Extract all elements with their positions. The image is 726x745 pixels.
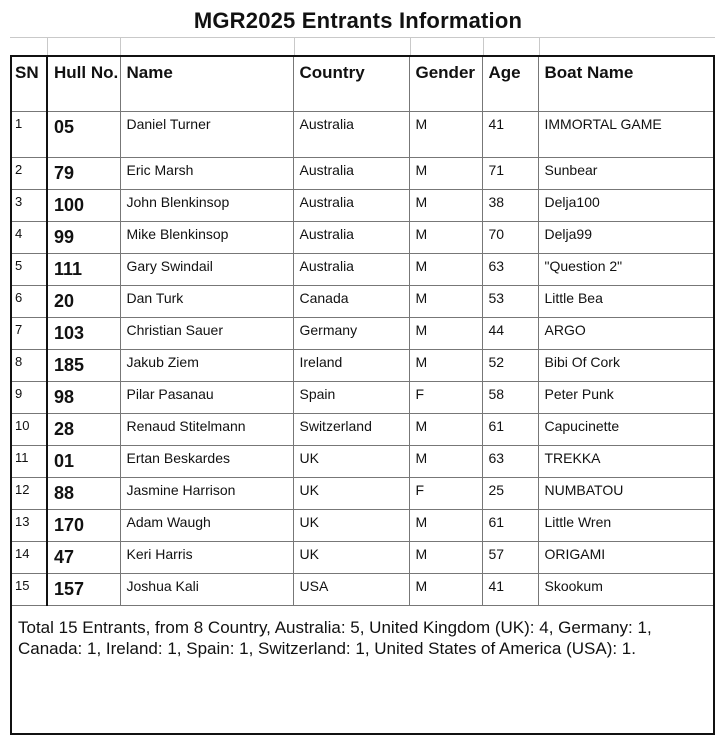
cell-sn: 4 bbox=[12, 222, 47, 254]
cell-name: Dan Turk bbox=[120, 286, 293, 318]
cell-boat-name: Skookum bbox=[538, 574, 713, 606]
cell-name: Ertan Beskardes bbox=[120, 446, 293, 478]
cell-hull-no: 100 bbox=[47, 190, 120, 222]
cell-gender: M bbox=[409, 222, 482, 254]
table-row bbox=[12, 158, 713, 190]
cell-boat-name: TREKKA bbox=[538, 446, 713, 478]
cell-age: 25 bbox=[482, 478, 538, 510]
cell-age: 63 bbox=[482, 254, 538, 286]
cell-gender: M bbox=[409, 510, 482, 542]
cell-gender: M bbox=[409, 542, 482, 574]
table-row bbox=[12, 510, 713, 542]
cell-sn: 6 bbox=[12, 286, 47, 318]
cell-sn: 11 bbox=[12, 446, 47, 478]
entrants-table bbox=[12, 57, 713, 606]
cell-boat-name: NUMBATOU bbox=[538, 478, 713, 510]
cell-sn: 14 bbox=[12, 542, 47, 574]
cell-name: Gary Swindail bbox=[120, 254, 293, 286]
table-row bbox=[12, 446, 713, 478]
cell-age: 41 bbox=[482, 112, 538, 158]
cell-gender: M bbox=[409, 446, 482, 478]
cell-gender: M bbox=[409, 286, 482, 318]
cell-name: Mike Blenkinsop bbox=[120, 222, 293, 254]
cell-sn: 10 bbox=[12, 414, 47, 446]
cell-country: Spain bbox=[293, 382, 409, 414]
cell-age: 53 bbox=[482, 286, 538, 318]
cell-hull-no: 01 bbox=[47, 446, 120, 478]
cell-name: Pilar Pasanau bbox=[120, 382, 293, 414]
cell-country: USA bbox=[293, 574, 409, 606]
cell-name: Joshua Kali bbox=[120, 574, 293, 606]
cell-sn: 1 bbox=[12, 112, 47, 158]
table-row bbox=[12, 478, 713, 510]
cell-hull-no: 111 bbox=[47, 254, 120, 286]
cell-country: UK bbox=[293, 542, 409, 574]
table-row bbox=[12, 112, 713, 158]
cell-country: Switzerland bbox=[293, 414, 409, 446]
cell-sn: 9 bbox=[12, 382, 47, 414]
cell-gender: M bbox=[409, 254, 482, 286]
cell-hull-no: 79 bbox=[47, 158, 120, 190]
cell-country: Canada bbox=[293, 286, 409, 318]
header-name: Name bbox=[120, 57, 293, 112]
cell-gender: M bbox=[409, 158, 482, 190]
cell-boat-name: "Question 2" bbox=[538, 254, 713, 286]
table-row bbox=[12, 222, 713, 254]
cell-name: Renaud Stitelmann bbox=[120, 414, 293, 446]
header-hull-no: Hull No. bbox=[47, 57, 120, 112]
cell-name: Christian Sauer bbox=[120, 318, 293, 350]
header-sn: SN bbox=[12, 57, 47, 112]
cell-boat-name: Delja100 bbox=[538, 190, 713, 222]
cell-boat-name: Delja99 bbox=[538, 222, 713, 254]
cell-boat-name: Little Bea bbox=[538, 286, 713, 318]
cell-boat-name: IMMORTAL GAME bbox=[538, 112, 713, 158]
cell-gender: M bbox=[409, 190, 482, 222]
cell-gender: M bbox=[409, 318, 482, 350]
cell-country: Germany bbox=[293, 318, 409, 350]
cell-age: 38 bbox=[482, 190, 538, 222]
cell-name: Keri Harris bbox=[120, 542, 293, 574]
cell-boat-name: ORIGAMI bbox=[538, 542, 713, 574]
cell-name: John Blenkinsop bbox=[120, 190, 293, 222]
table-row bbox=[12, 382, 713, 414]
cell-boat-name: ARGO bbox=[538, 318, 713, 350]
header-boat-name: Boat Name bbox=[538, 57, 713, 112]
cell-age: 71 bbox=[482, 158, 538, 190]
cell-country: Australia bbox=[293, 158, 409, 190]
cell-country: Australia bbox=[293, 222, 409, 254]
cell-hull-no: 157 bbox=[47, 574, 120, 606]
cell-boat-name: Bibi Of Cork bbox=[538, 350, 713, 382]
table-row bbox=[12, 542, 713, 574]
entrants-summary: Total 15 Entrants, from 8 Country, Australia: 5, United Kingdom (UK): 4, Germany: 1, Canada: 1, Ireland: 1, Spain: 1, Switzerland: 1, United States of America (USA): 1. bbox=[18, 618, 652, 658]
cell-boat-name: Sunbear bbox=[538, 158, 713, 190]
grid-line bbox=[410, 38, 411, 56]
cell-country: Australia bbox=[293, 190, 409, 222]
cell-name: Daniel Turner bbox=[120, 112, 293, 158]
table-row bbox=[12, 414, 713, 446]
cell-country: Ireland bbox=[293, 350, 409, 382]
page-title: MGR2025 Entrants Information bbox=[193, 8, 523, 33]
cell-age: 58 bbox=[482, 382, 538, 414]
cell-age: 44 bbox=[482, 318, 538, 350]
cell-hull-no: 103 bbox=[47, 318, 120, 350]
cell-hull-no: 28 bbox=[47, 414, 120, 446]
grid-line bbox=[47, 38, 48, 56]
grid-line bbox=[483, 38, 484, 56]
cell-sn: 5 bbox=[12, 254, 47, 286]
cell-age: 70 bbox=[482, 222, 538, 254]
header-age: Age bbox=[482, 57, 538, 112]
cell-gender: M bbox=[409, 350, 482, 382]
cell-name: Adam Waugh bbox=[120, 510, 293, 542]
cell-hull-no: 98 bbox=[47, 382, 120, 414]
cell-gender: F bbox=[409, 382, 482, 414]
cell-country: UK bbox=[293, 446, 409, 478]
cell-sn: 15 bbox=[12, 574, 47, 606]
grid-line bbox=[539, 38, 540, 56]
table-row bbox=[12, 190, 713, 222]
cell-hull-no: 99 bbox=[47, 222, 120, 254]
cell-country: UK bbox=[293, 478, 409, 510]
cell-name: Jakub Ziem bbox=[120, 350, 293, 382]
cell-age: 61 bbox=[482, 414, 538, 446]
grid-line bbox=[120, 38, 121, 56]
header-gender: Gender bbox=[409, 57, 482, 112]
cell-hull-no: 185 bbox=[47, 350, 120, 382]
cell-hull-no: 88 bbox=[47, 478, 120, 510]
grid-line bbox=[294, 38, 295, 56]
cell-hull-no: 05 bbox=[47, 112, 120, 158]
cell-name: Eric Marsh bbox=[120, 158, 293, 190]
cell-hull-no: 20 bbox=[47, 286, 120, 318]
header-row bbox=[12, 57, 713, 112]
cell-age: 52 bbox=[482, 350, 538, 382]
entrants-sheet bbox=[10, 55, 715, 735]
grid-line bbox=[10, 37, 715, 38]
cell-sn: 7 bbox=[12, 318, 47, 350]
cell-sn: 12 bbox=[12, 478, 47, 510]
cell-sn: 2 bbox=[12, 158, 47, 190]
cell-hull-no: 47 bbox=[47, 542, 120, 574]
cell-age: 41 bbox=[482, 574, 538, 606]
cell-gender: M bbox=[409, 414, 482, 446]
cell-boat-name: Little Wren bbox=[538, 510, 713, 542]
cell-age: 61 bbox=[482, 510, 538, 542]
cell-age: 63 bbox=[482, 446, 538, 478]
table-row bbox=[12, 318, 713, 350]
cell-sn: 13 bbox=[12, 510, 47, 542]
table-row bbox=[12, 574, 713, 606]
cell-boat-name: Peter Punk bbox=[538, 382, 713, 414]
cell-sn: 3 bbox=[12, 190, 47, 222]
cell-name: Jasmine Harrison bbox=[120, 478, 293, 510]
cell-gender: M bbox=[409, 112, 482, 158]
cell-age: 57 bbox=[482, 542, 538, 574]
cell-country: UK bbox=[293, 510, 409, 542]
cell-hull-no: 170 bbox=[47, 510, 120, 542]
cell-boat-name: Capucinette bbox=[538, 414, 713, 446]
table-row bbox=[12, 350, 713, 382]
cell-country: Australia bbox=[293, 254, 409, 286]
cell-sn: 8 bbox=[12, 350, 47, 382]
table-row bbox=[12, 254, 713, 286]
header-country: Country bbox=[293, 57, 409, 112]
cell-gender: M bbox=[409, 574, 482, 606]
cell-country: Australia bbox=[293, 112, 409, 158]
cell-gender: F bbox=[409, 478, 482, 510]
table-row bbox=[12, 286, 713, 318]
